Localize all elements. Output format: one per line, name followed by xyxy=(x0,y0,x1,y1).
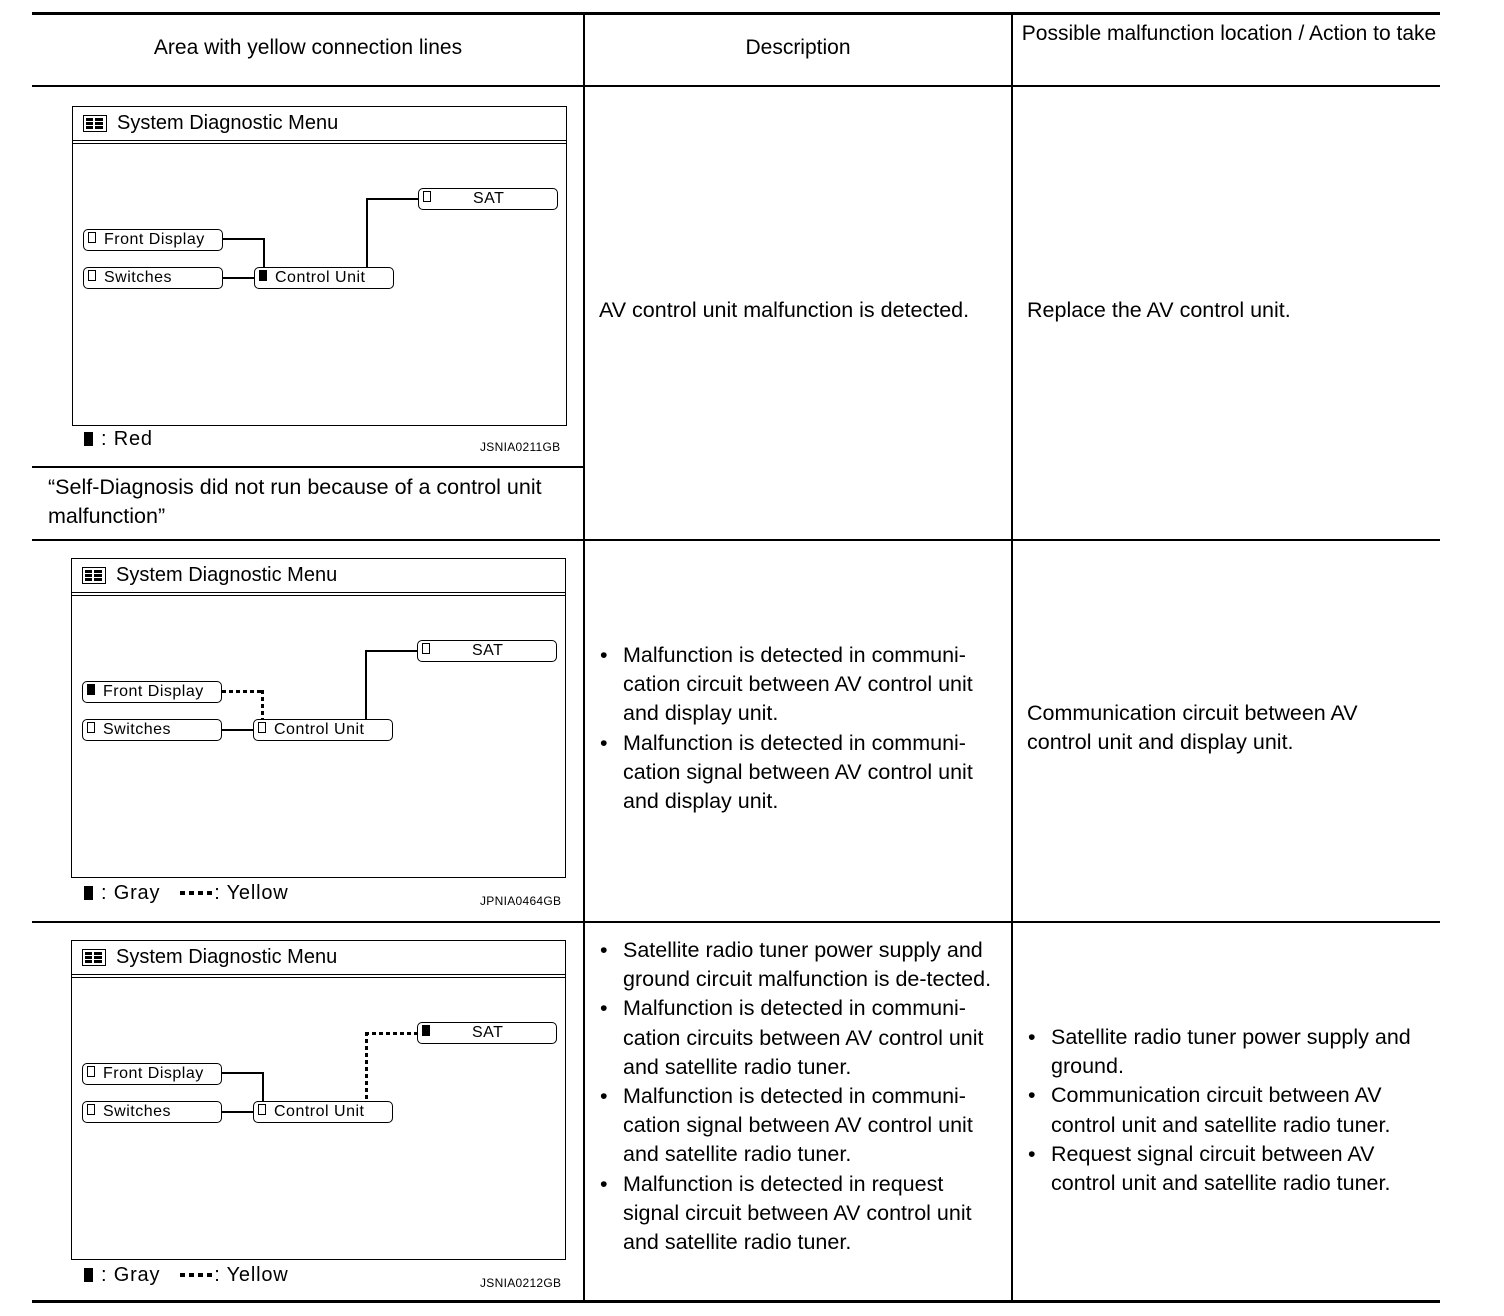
row1-bottom-border xyxy=(32,539,1440,541)
status-square-icon xyxy=(423,191,431,202)
list-item: • Communication circuit between AV control unit and satellite radio tuner. xyxy=(1027,1081,1431,1139)
node-front-display: Front Display xyxy=(83,229,223,251)
status-square-icon xyxy=(258,722,266,733)
status-square-icon xyxy=(258,1104,266,1115)
table-bottom-border xyxy=(32,1300,1440,1303)
node-control-unit: Control Unit xyxy=(253,1101,393,1123)
status-square-icon xyxy=(88,270,96,281)
row2-description-list xyxy=(599,641,1003,816)
node-switches: Switches xyxy=(83,267,223,289)
yellow-dotted-line-icon xyxy=(180,1273,214,1277)
diagnostic-screen xyxy=(72,106,567,426)
menu-icon xyxy=(82,567,106,584)
node-control-unit: Control Unit xyxy=(254,267,394,289)
status-square-icon xyxy=(259,270,267,281)
col-divider-1 xyxy=(583,14,585,1302)
legend: : Red xyxy=(84,428,153,451)
node-switches: Switches xyxy=(82,1101,222,1123)
row3-action-list xyxy=(1027,1023,1431,1198)
legend: : Gray : Yellow xyxy=(84,1264,289,1287)
status-square-icon xyxy=(87,1066,95,1077)
diagnostic-screen xyxy=(71,940,566,1260)
diagram-1 xyxy=(32,106,561,466)
list-item: • Malfunction is detected in communi-cation signal between AV control unit and satellite radio tuner. xyxy=(599,1082,1003,1170)
screen-title-bar xyxy=(72,559,565,593)
list-item: • Request signal circuit between AV control unit and satellite radio tuner. xyxy=(1027,1140,1431,1198)
yellow-dotted-line-icon xyxy=(180,891,214,895)
header-action: Possible malfunction location / Action to take xyxy=(1021,22,1437,45)
legend: : Gray : Yellow xyxy=(84,882,289,905)
header-bottom-border xyxy=(32,85,1440,87)
list-item: • Malfunction is detected in request signal circuit between AV control unit and satellite radio tuner. xyxy=(599,1170,1003,1258)
figure-id: JSNIA0211GB xyxy=(480,440,561,454)
status-square-icon xyxy=(87,684,95,695)
list-item: • Malfunction is detected in communi-cation circuits between AV control unit and satellite radio tuner. xyxy=(599,994,1003,1082)
node-front-display: Front Display xyxy=(82,1063,222,1085)
row2-bottom-border xyxy=(32,921,1440,923)
node-front-display: Front Display xyxy=(82,681,222,703)
header-area: Area with yellow connection lines xyxy=(153,36,463,59)
node-switches: Switches xyxy=(82,719,222,741)
list-item: • Satellite radio tuner power supply and ground. xyxy=(1027,1023,1431,1081)
list-item: • Malfunction is detected in communi-cation circuit between AV control unit and display unit. xyxy=(599,641,1003,729)
row1-description: AV control unit malfunction is detected. xyxy=(599,298,970,322)
menu-icon xyxy=(83,115,107,132)
diagram-3 xyxy=(31,940,562,1300)
status-square-icon xyxy=(88,232,96,243)
list-item: • Malfunction is detected in communi-cation signal between AV control unit and display unit. xyxy=(599,729,1003,817)
screen-title: System Diagnostic Menu xyxy=(117,112,339,134)
screen-title: System Diagnostic Menu xyxy=(116,564,338,586)
status-square-icon xyxy=(87,1104,95,1115)
figure-id: JSNIA0212GB xyxy=(480,1276,562,1290)
screen-title: System Diagnostic Menu xyxy=(116,946,338,968)
status-square-icon xyxy=(422,1025,430,1036)
node-sat: SAT xyxy=(417,1022,557,1044)
quote-divider xyxy=(32,466,584,468)
diagnostic-screen xyxy=(71,558,566,878)
node-control-unit: Control Unit xyxy=(253,719,393,741)
figure-id: JPNIA0464GB xyxy=(480,894,562,908)
node-sat: SAT xyxy=(418,188,558,210)
gray-block-icon xyxy=(84,886,93,900)
red-block-icon xyxy=(84,432,93,446)
list-item: • Satellite radio tuner power supply and ground circuit malfunction is de-tected. xyxy=(599,936,1003,994)
table-top-border xyxy=(32,12,1440,15)
diagnosis-message: “Self-Diagnosis did not run because of a control unit malfunction” xyxy=(48,475,542,528)
status-square-icon xyxy=(422,643,430,654)
screen-title-bar xyxy=(72,941,565,975)
status-square-icon xyxy=(87,722,95,733)
diagram-2 xyxy=(31,558,562,918)
row3-description-list xyxy=(599,936,1003,1257)
menu-icon xyxy=(82,949,106,966)
header-description: Description xyxy=(745,36,851,59)
gray-block-icon xyxy=(84,1268,93,1282)
row1-action: Replace the AV control unit. xyxy=(1027,298,1291,322)
screen-title-bar xyxy=(73,107,566,141)
col-divider-2 xyxy=(1011,14,1013,1302)
row2-action: Communication circuit between AV control unit and display unit. xyxy=(1027,701,1358,755)
node-sat: SAT xyxy=(417,640,557,662)
